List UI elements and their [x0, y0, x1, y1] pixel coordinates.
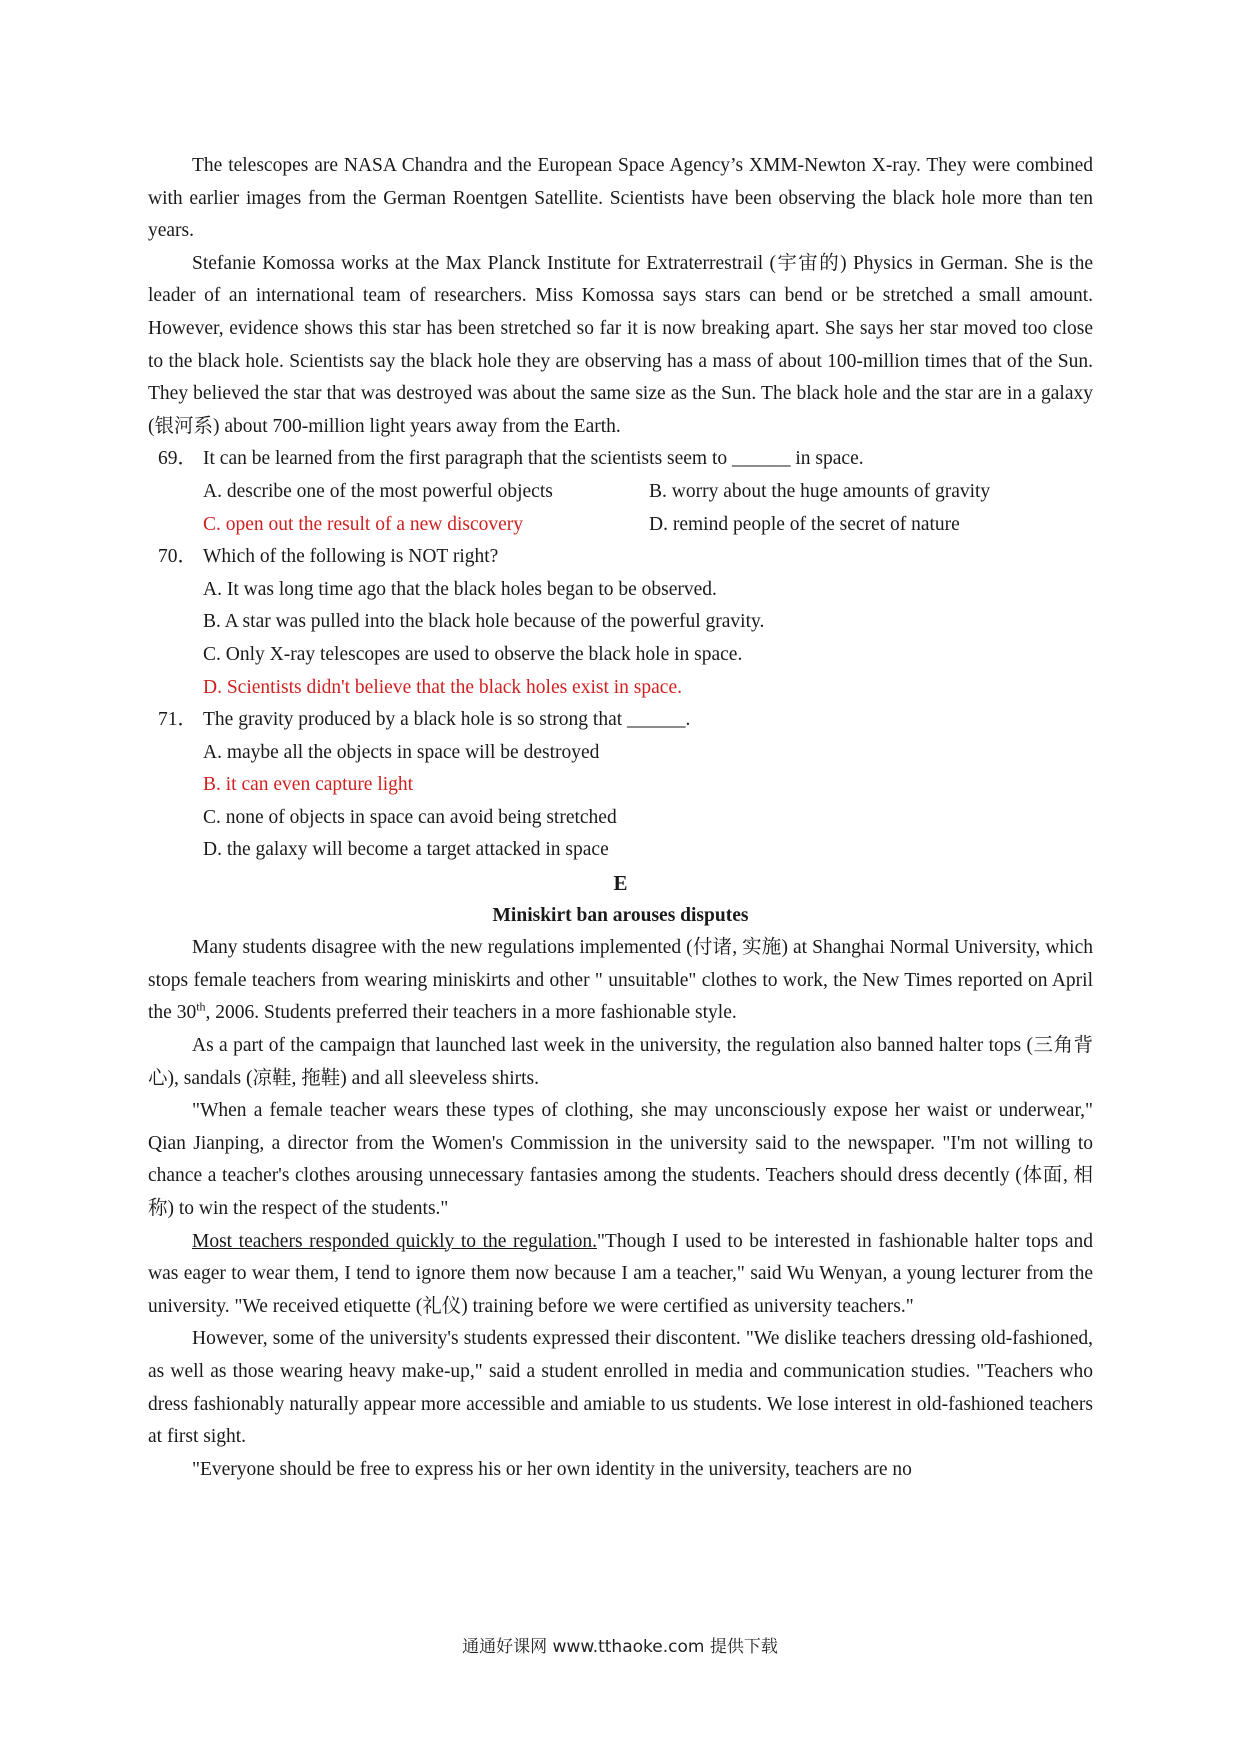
option-a: A. maybe all the objects in space will be destroyed — [203, 741, 600, 763]
option-c: C. none of objects in space can avoid being stretched — [203, 806, 617, 828]
passage-e-paragraph-5: However, some of the university's students expressed their discontent. "We dislike teachers dressing old-fashioned, as well as those wearing heavy make-up," said a student enrolled in media and communication studies. "Teachers who dress fashionably naturally appear more accessible and amiable to us students. We lose interest in old-fashioned teachers at first sight. — [148, 1328, 1093, 1448]
option-d: D. remind people of the secret of nature — [649, 513, 960, 535]
question-number: 71． — [158, 709, 198, 731]
question-stem: Which of the following is NOT right? — [203, 546, 499, 568]
passage-e-paragraph-3: "When a female teacher wears these types of clothing, she may unconsciously expose her waist or underwear," Qian Jianping, a director from the Women's Commission in the university said to the newspaper. "I'm not willing to chance a teacher's clothes arousing unnecessary fantasies among the students. Teachers should dress decently (体面, 相称) to win the respect of the students." — [148, 1100, 1093, 1219]
question-number: 70． — [158, 546, 198, 568]
question-70 — [148, 541, 1093, 704]
option-a: A. It was long time ago that the black holes began to be observed. — [203, 578, 717, 600]
passage-e-paragraph-6: "Everyone should be free to express his or her own identity in the university, teachers are no — [192, 1458, 912, 1480]
section-letter: E — [613, 871, 628, 896]
ordinal-suffix: th — [196, 999, 206, 1014]
option-a: A. describe one of the most powerful objects — [203, 480, 553, 502]
passage-paragraph-1: The telescopes are NASA Chandra and the European Space Agency’s XMM-Newton X-ray. They were combined with earlier images from the German Roentgen Satellite. Scientists have been observing the black hole more than ten years. — [148, 155, 1093, 242]
option-d: D. the galaxy will become a target attacked in space — [203, 839, 609, 861]
option-b: B. worry about the huge amounts of gravity — [649, 480, 991, 502]
document-page — [148, 150, 1093, 1486]
question-stem: The gravity produced by a black hole is so strong that ______. — [203, 709, 691, 731]
question-number: 69． — [158, 448, 198, 470]
option-b-answer: B. it can even capture light — [203, 774, 414, 796]
passage-e-paragraph-4: Most teachers responded quickly to the regulation."Though I used to be interested in fashionable halter tops and was eager to wear them, I tend to ignore them now because I am a teacher," said Wu Wenyan, a young lecturer from the university. "We received etiquette (礼仪) training before we were certified as university teachers." — [148, 1230, 1093, 1317]
passage-e-paragraph-1: Many students disagree with the new regulations implemented (付诸, 实施) at Shanghai Normal University, which stops female teachers from wearing miniskirts and other " unsuitable" clothes to work, the New Times reported on April the 30th, 2006. Students preferred their teachers in a more fashionable style. — [148, 937, 1093, 1024]
passage-paragraph-2: Stefanie Komossa works at the Max Planck Institute for Extraterrestrail (宇宙的) Physics in German. She is the leader of an international team of researchers. Miss Komossa says stars can bend or be stretched a small amount. However, evidence shows this star has been stretched so far it is now breaking apart. She says her star moved too close to the black hole. Scientists say the black hole they are observing has a mass of about 100-million times that of the Sun. They believed the star that was destroyed was about the same size as the Sun. The black hole and the star are in a galaxy (银河系) about 700-million light years away from the Earth. — [148, 252, 1093, 437]
question-71 — [148, 704, 1093, 867]
passage-title: Miniskirt ban arouses disputes — [492, 904, 749, 926]
underlined-sentence: Most teachers responded quickly to the regulation. — [192, 1230, 597, 1252]
page-footer: 通通好课网 www.tthaoke.com 提供下载 — [462, 1637, 778, 1657]
option-d-answer: D. Scientists didn't believe that the black holes exist in space. — [203, 676, 682, 698]
question-69 — [148, 443, 1093, 541]
passage-e-paragraph-2: As a part of the campaign that launched last week in the university, the regulation also banned halter tops (三角背心), sandals (凉鞋, 拖鞋) and all sleeveless shirts. — [148, 1035, 1093, 1089]
option-c: C. Only X-ray telescopes are used to observe the black hole in space. — [203, 643, 743, 665]
option-b: B. A star was pulled into the black hole because of the powerful gravity. — [203, 611, 765, 633]
option-c-answer: C. open out the result of a new discovery — [203, 513, 524, 535]
question-stem: It can be learned from the first paragraph that the scientists seem to ______ in space. — [203, 448, 864, 470]
